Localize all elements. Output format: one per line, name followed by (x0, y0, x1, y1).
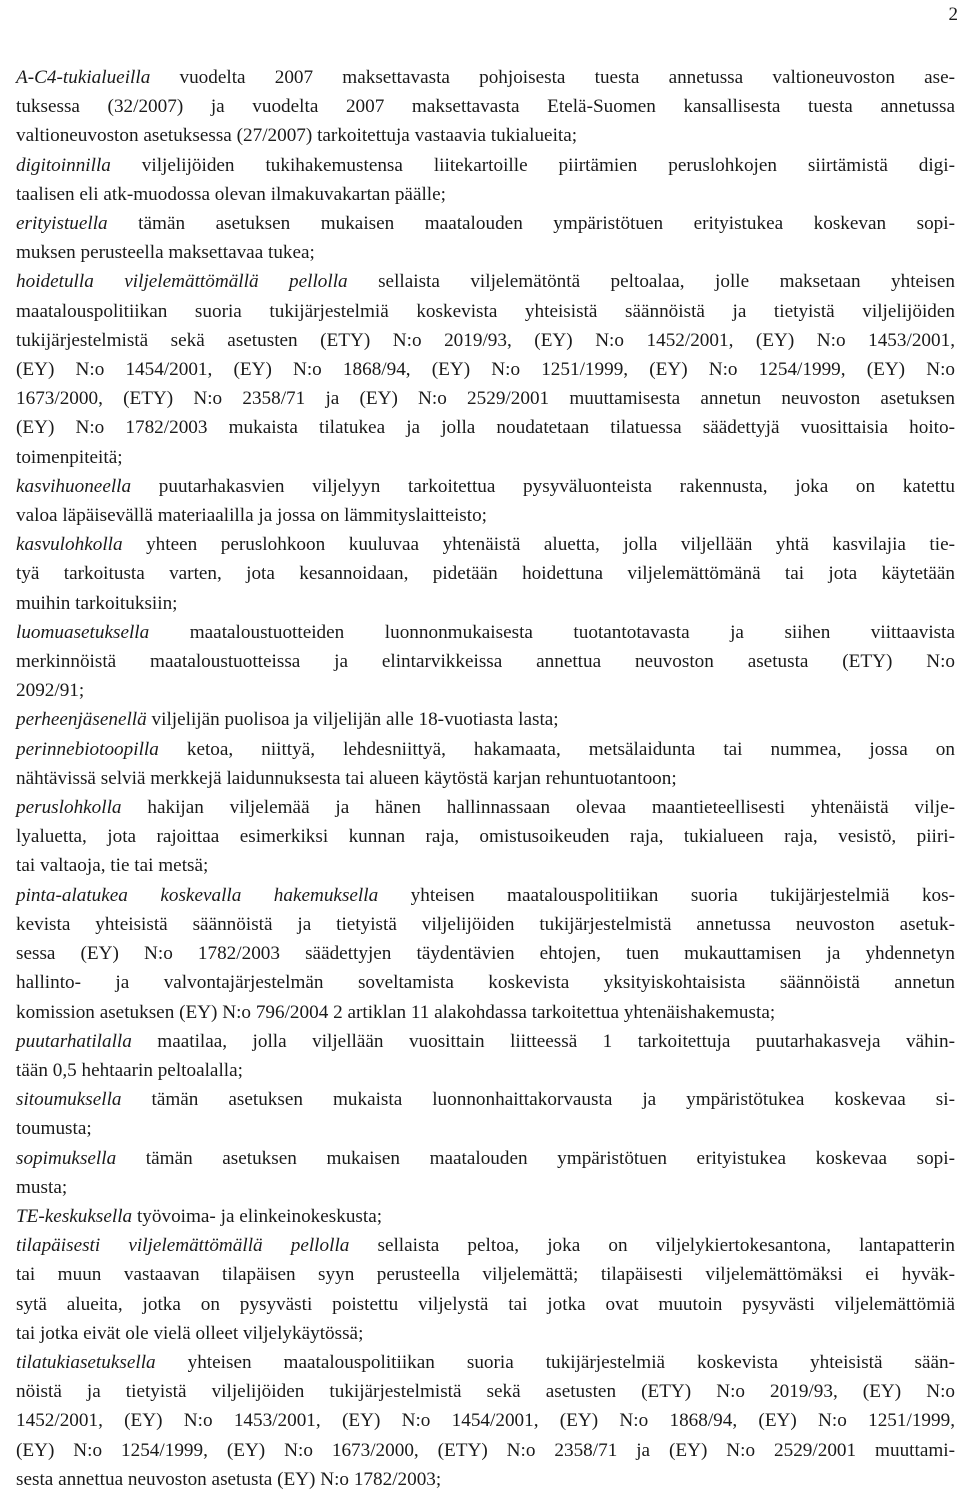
definition-term: sopimuksella (16, 1147, 117, 1169)
definition-line (6, 151, 955, 180)
definition-line (6, 1290, 955, 1319)
definition-line (6, 413, 955, 442)
definition-term: perheenjäsenellä (16, 709, 147, 731)
definition-text: viljelijän puolisoa ja viljelijän alle 18-vuotiasta lasta; (146, 709, 559, 731)
definition-item (6, 881, 955, 1027)
definition-term: erityistuella (16, 213, 108, 235)
definition-line (6, 238, 955, 267)
definition-line (6, 647, 955, 676)
definition-item (6, 793, 955, 881)
page-number: 2 (948, 4, 958, 25)
definition-text: maataloustuotteiden luonnonmukaisesta tuotantotavasta ja siihen viittaavista (149, 621, 955, 643)
definition-line (6, 939, 955, 968)
definitions-list (6, 63, 955, 1494)
definition-text: tämän asetuksen mukaisen maatalouden ympäristötuen erityistukea koskevan sopi- (107, 213, 955, 235)
definition-text: yhteisen maatalouspolitiikan suoria tukijärjestelmiä koskevista yhteisistä sään- (155, 1351, 955, 1373)
definition-text: 1673/2000, (ETY) N:o 2358/71 ja (EY) N:o 2529/2001 muuttamisesta annetun neuvoston asetuksen (16, 388, 955, 410)
definition-line (6, 63, 955, 92)
definition-text: sytä alueita, jotka on pysyvästi poistettu viljelystä tai jotka ovat muutoin pysyvästi viljelemättömiä (16, 1293, 955, 1315)
definition-item (6, 618, 955, 706)
definition-item (6, 1144, 955, 1202)
definition-text: muihin tarkoituksiin; (16, 592, 178, 614)
definition-line (6, 1231, 955, 1260)
definition-text: taalisen eli atk-muodossa olevan ilmakuvakartan päälle; (16, 183, 446, 205)
definition-line (6, 530, 955, 559)
definition-item (6, 735, 955, 793)
definition-line (6, 92, 955, 121)
definition-line (6, 559, 955, 588)
definition-line (6, 355, 955, 384)
definition-line (6, 1319, 955, 1348)
definition-text: kevista yhteisistä säännöistä ja tietyistä viljelijöiden tukijärjestelmistä annetussa neuvoston asetuk- (16, 913, 955, 935)
definition-text: tämän asetuksen mukaista luonnonhaittakorvausta ja ympäristötukea koskevaa si- (121, 1089, 955, 1111)
definition-line (6, 705, 955, 734)
definition-term: hoidetulla viljelemättömällä pellolla (16, 271, 348, 293)
definition-line (6, 1377, 955, 1406)
definition-line (6, 676, 955, 705)
definition-term: sitoumuksella (16, 1089, 122, 1111)
definition-text: 1452/2001, (EY) N:o 1453/2001, (EY) N:o 1454/2001, (EY) N:o 1868/94, (EY) N:o 1251/1999, (16, 1410, 955, 1432)
definition-text: tai valtaoja, tie tai metsä; (16, 855, 209, 877)
definition-text: viljelijöiden tukihakemustensa liitekartoille piirtämien peruslohkojen siirtämistä digi- (110, 154, 955, 176)
definition-text: nöistä ja tietyistä viljelijöiden tukijärjestelmistä sekä asetusten (ETY) N:o 2019/93, (EY) N:o (16, 1381, 955, 1403)
definition-line (6, 735, 955, 764)
definition-item (6, 1231, 955, 1348)
definition-text: sesta annettua neuvoston asetusta (EY) N:o 1782/2003; (16, 1468, 442, 1490)
definition-line (6, 121, 955, 150)
definition-item (6, 472, 955, 530)
definition-item (6, 1202, 955, 1231)
definition-item (6, 1085, 955, 1143)
definition-line (6, 1114, 955, 1143)
definition-line (6, 1202, 955, 1231)
definition-text: sellaista peltoa, joka on viljelykiertokesantona, lantapatterin (349, 1235, 956, 1257)
definition-line (6, 443, 955, 472)
definition-item (6, 63, 955, 151)
definition-line (6, 1260, 955, 1289)
definition-text: muksen perusteella maksettavaa tukea; (16, 242, 315, 264)
definition-text: puutarhakasvien viljelyyn tarkoitettua pysyväluonteista rakennusta, joka on katettu (131, 475, 955, 497)
definition-text: lyaluetta, jota rajoittaa esimerkiksi kunnan raja, omistusoikeuden raja, tukialueen raja, vesistö, piiri- (16, 826, 955, 848)
definition-text: tai jotka eivät ole vielä olleet viljelykäytössä; (16, 1322, 364, 1344)
definition-text: tai muun vastaavan tilapäisen syyn perusteella viljelemättä; tilapäisesti viljelemättömäksi ei hyväk- (16, 1264, 955, 1286)
definition-line (6, 1465, 955, 1494)
definition-term: peruslohkolla (16, 797, 122, 819)
definition-item (6, 705, 955, 734)
definition-text: valtioneuvoston asetuksessa (27/2007) tarkoitettuja vastaavia tukialueita; (16, 125, 578, 147)
definition-line (6, 1173, 955, 1202)
definition-term: perinnebiotoopilla (16, 738, 159, 760)
definition-text: maatalouspolitiikan suoria tukijärjestelmiä koskevista yhteisistä säännöistä ja tietyistä viljelijöiden (16, 300, 955, 322)
definition-line (6, 851, 955, 880)
definition-line (6, 822, 955, 851)
definition-line (6, 326, 955, 355)
definition-text: hallinto- ja valvontajärjestelmän soveltamista koskevista yksityiskohtaisista säännöistä annetun (16, 972, 955, 994)
definition-line (6, 1085, 955, 1114)
definition-text: yhteen peruslohkoon kuuluvaa yhtenäistä aluetta, jolla viljellään yhtä kasvilajia tie- (122, 534, 955, 556)
definition-text: 2092/91; (16, 680, 85, 702)
definition-line (6, 1056, 955, 1085)
definition-item (6, 1027, 955, 1085)
definition-text: tämän asetuksen mukaisen maatalouden ympäristötuen erityistukea koskevaa sopi- (116, 1147, 955, 1169)
definition-line (6, 384, 955, 413)
definition-term: puutarhatilalla (16, 1030, 132, 1052)
definition-text: maatilaa, jolla viljellään vuosittain liitteessä 1 tarkoitettuja puutarhakasveja vähin- (131, 1030, 955, 1052)
definition-line (6, 472, 955, 501)
definition-text: (EY) N:o 1782/2003 mukaista tilatukea ja jolla noudatetaan tilatuessa säädettyjä vuosittaisia hoito- (16, 417, 955, 439)
definition-item (6, 267, 955, 471)
definition-line (6, 209, 955, 238)
definition-item (6, 1348, 955, 1494)
definition-text: valoa läpäisevällä materiaalilla ja jossa on lämmityslaitteisto; (16, 505, 488, 527)
definition-term: kasvihuoneella (16, 475, 132, 497)
definition-line (6, 1144, 955, 1173)
definition-text: merkinnöistä maataloustuotteissa ja elintarvikkeissa annettua neuvoston asetusta (ETY) N:o (16, 651, 955, 673)
definition-line (6, 793, 955, 822)
definition-line (6, 1348, 955, 1377)
definition-item (6, 530, 955, 618)
definition-text: (EY) N:o 1454/2001, (EY) N:o 1868/94, (EY) N:o 1251/1999, (EY) N:o 1254/1999, (EY) N:o (16, 359, 955, 381)
definition-line (6, 1027, 955, 1056)
definition-line (6, 1436, 955, 1465)
definition-term: TE-keskuksella (16, 1205, 133, 1227)
definition-text: tyä tarkoitusta varten, jota kesannoidaan, pidetään hoidettuna viljelemättömänä tai jota käytetään (16, 563, 955, 585)
definition-text: hakijan viljelemää ja hänen hallinnassaan olevaa maantieteellisesti yhtenäistä vilje- (121, 797, 955, 819)
definition-line (6, 764, 955, 793)
definition-line (6, 267, 955, 296)
definition-text: nähtävissä selviä merkkejä laidunnuksesta tai alueen käytöstä karjan rehuntuotantoon; (16, 767, 677, 789)
definition-item (6, 209, 955, 267)
definition-text: sellaista viljelemätöntä peltoalaa, jolle maksetaan yhteisen (347, 271, 955, 293)
definition-line (6, 180, 955, 209)
definition-text: tukijärjestelmistä sekä asetusten (ETY) N:o 2019/93, (EY) N:o 1452/2001, (EY) N:o 1453/2001, (16, 329, 955, 351)
definition-line (6, 910, 955, 939)
definition-term: luomuasetuksella (16, 621, 150, 643)
definition-text: tuksessa (32/2007) ja vuodelta 2007 maksettavasta Etelä-Suomen kansallisesta tuesta annetussa (16, 96, 955, 118)
definition-text: vuodelta 2007 maksettavasta pohjoisesta tuesta annetussa valtioneuvoston ase- (150, 67, 955, 88)
definition-line (6, 1406, 955, 1435)
definition-text: toumusta; (16, 1118, 92, 1140)
definition-term: kasvulohkolla (16, 534, 123, 556)
definition-line (6, 501, 955, 530)
definition-item (6, 151, 955, 209)
definition-line (6, 968, 955, 997)
definition-text: (EY) N:o 1254/1999, (EY) N:o 1673/2000, (ETY) N:o 2358/71 ja (EY) N:o 2529/2001 muuttami- (16, 1439, 955, 1461)
definition-text: komission asetuksen (EY) N:o 796/2004 2 artiklan 11 alakohdassa tarkoitettua yhtenäishakemusta; (16, 1001, 776, 1023)
definition-text: toimenpiteitä; (16, 446, 123, 468)
definition-term: tilapäisesti viljelemättömällä pellolla (16, 1235, 350, 1257)
definition-term: pinta-alatukea koskevalla hakemuksella (16, 884, 379, 906)
definition-text: yhteisen maatalouspolitiikan suoria tukijärjestelmiä kos- (378, 884, 955, 906)
definition-line (6, 618, 955, 647)
definition-term: tilatukiasetuksella (16, 1351, 156, 1373)
definition-term: A-C4-tukialueilla (16, 67, 151, 88)
definition-text: tään 0,5 hehtaarin peltoalalla; (16, 1059, 243, 1081)
definition-line (6, 589, 955, 618)
definition-text: musta; (16, 1176, 68, 1198)
definition-line (6, 881, 955, 910)
definition-line (6, 297, 955, 326)
definition-term: digitoinnilla (16, 154, 111, 176)
definition-text: ketoa, niittyä, lehdesniittyä, hakamaata, metsälaidunta tai nummea, jossa on (158, 738, 955, 760)
definition-text: sessa (EY) N:o 1782/2003 säädettyjen täydentävien ehtojen, tuen mukauttamisen ja yhdennetyn (16, 943, 955, 965)
definition-line (6, 998, 955, 1027)
definition-text: työvoima- ja elinkeinokeskusta; (132, 1205, 383, 1227)
